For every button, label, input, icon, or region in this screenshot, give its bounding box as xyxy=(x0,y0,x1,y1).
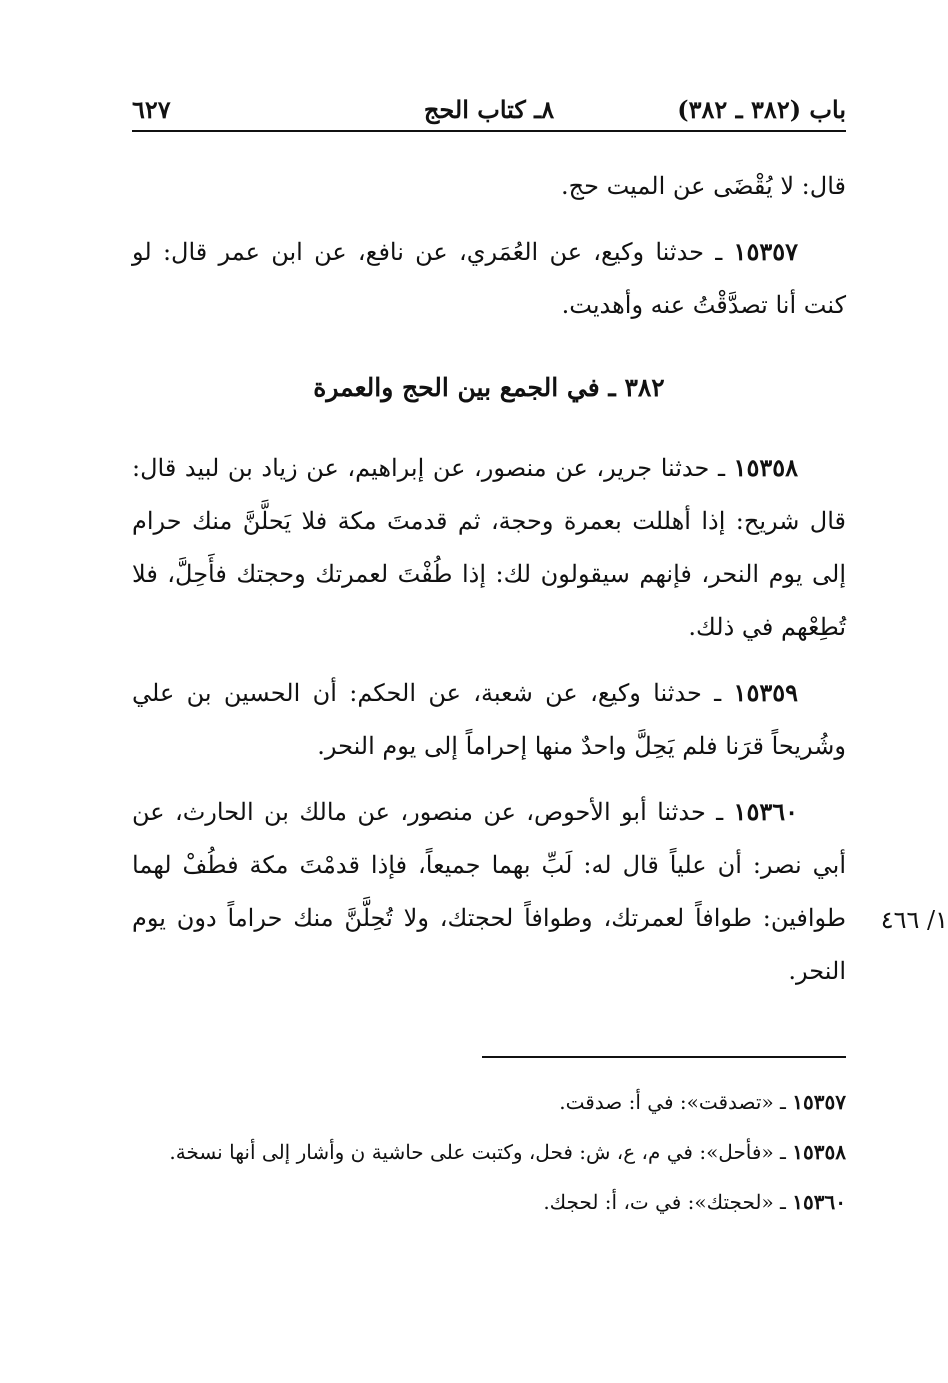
footnote-number: ١٥٣٦٠ xyxy=(792,1190,846,1214)
main-text-top xyxy=(132,160,846,332)
hadith-text: ـ حدثنا جرير، عن منصور، عن إبراهيم، عن زياد بن لبيد قال: قال شريح: إذا أهللت بعمرة وحجة، ثم قدمتَ مكة فلا يَحلَّنَّ منك حرام إلى يوم النحر، فإنهم سيقولون لك: إذا طُفْتَ لعمرتك وحجتك فأَحِلَّ، فلا تُطِعْهم في ذلك. xyxy=(132,454,846,641)
margin-reference: ١/ ٤٦٦ xyxy=(880,906,948,934)
hadith-text: ـ حدثنا وكيع، عن العُمَري، عن نافع، عن ابن عمر قال: لو كنت أنا تصدَّقْتُ عنه وأهديت. xyxy=(132,238,846,319)
footnote-rule xyxy=(482,1056,846,1058)
hadith-number: ١٥٣٥٧ xyxy=(733,237,798,266)
hadith-number: ١٥٣٥٩ xyxy=(733,678,798,707)
hadith-number: ١٥٣٥٨ xyxy=(733,453,798,482)
footnote-number: ١٥٣٥٧ xyxy=(792,1090,846,1114)
hadith-15359 xyxy=(132,666,846,773)
footnote-text: ـ «فأحل»: في م، ع، ش: فحل، وكتبت على حاشية ن وأشار إلى أنها نسخة. xyxy=(169,1140,793,1164)
page-number: ٦٢٧ xyxy=(132,95,171,124)
footnote-15360 xyxy=(132,1182,846,1222)
hadith-text: ـ حدثنا وكيع، عن شعبة، عن الحكم: أن الحسين بن علي وشُريحاً قرَنا فلم يَحِلَّ واحدٌ منها إحراماً إلى يوم النحر. xyxy=(132,679,846,760)
footnote-number: ١٥٣٥٨ xyxy=(792,1140,846,1164)
footnote-15357 xyxy=(132,1082,846,1122)
hadith-15357 xyxy=(132,225,846,332)
hadith-number: ١٥٣٦٠ xyxy=(733,797,798,826)
footnote-15358 xyxy=(132,1132,846,1172)
section-title: ٣٨٢ ـ في الجمع بين الحج والعمرة xyxy=(313,373,665,402)
header-rule xyxy=(132,130,846,132)
hadith-text: ـ حدثنا أبو الأحوص، عن منصور، عن مالك بن الحارث، عن أبي نصر: أن علياً قال له: لَبِّ بهما جميعاً، فإذا قدمْتَ مكة فطُفْ لهما طوافين: طوافاً لعمرتك، وطوافاً لحجتك، ولا تُحِلَّنَّ منك حراماً دون يوم النحر. xyxy=(132,798,846,985)
footnote-text: ـ «لحجتك»: في ت، أ: لحجك. xyxy=(543,1190,793,1214)
main-text-bottom xyxy=(132,441,846,998)
running-header xyxy=(132,84,846,124)
continuation-line: قال: لا يُقْضَى عن الميت حج. xyxy=(561,172,846,200)
chapter-range: باب (٣٨٢ ـ ٣٨٢) xyxy=(677,95,846,124)
book-title: ٨ـ كتاب الحج xyxy=(423,95,555,124)
footnote-text: ـ «تصدقت»: في أ: صدقت. xyxy=(559,1090,793,1114)
hadith-15360 xyxy=(132,785,846,998)
hadith-15358 xyxy=(132,441,846,654)
footnotes xyxy=(132,1082,846,1232)
